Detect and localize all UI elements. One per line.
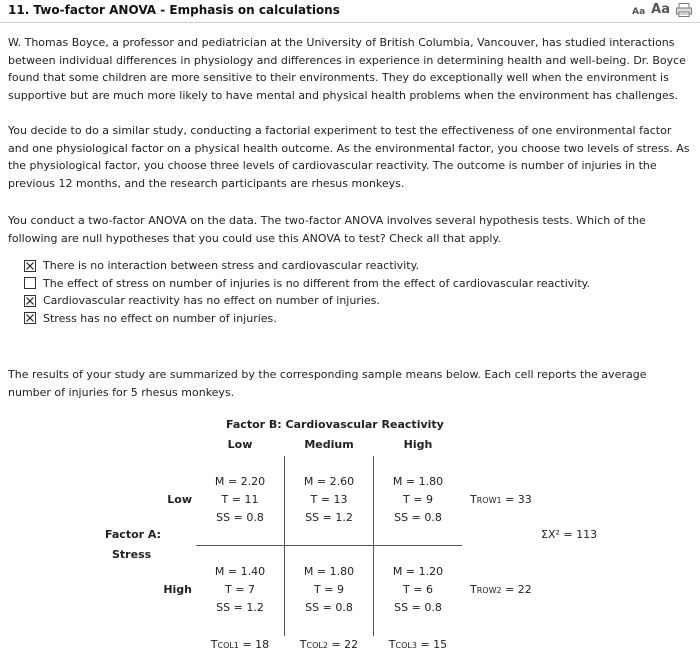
total-value: = 18: [238, 638, 270, 651]
cell-mean: M = 1.40: [214, 565, 266, 578]
col-header-medium: Medium: [304, 438, 354, 451]
cell-ss: SS = 0.8: [394, 601, 442, 614]
factor-a-label: Factor A:: [105, 528, 161, 541]
factor-b-title: Factor B: Cardiovascular Reactivity: [226, 418, 444, 431]
factor-a-name: Stress: [112, 548, 152, 561]
cell-ss: SS = 0.8: [216, 511, 264, 524]
total-symbol: T: [470, 583, 477, 596]
total-symbol: T: [210, 638, 218, 651]
total-value: = 15: [416, 638, 448, 651]
cell-ss: SS = 1.2: [305, 511, 353, 524]
total-symbol: T: [388, 638, 396, 651]
total-subscript: COL3: [395, 641, 417, 650]
total-subscript: ROW1: [476, 496, 502, 505]
cell-total: T = 7: [225, 583, 255, 596]
sum-x-squared: ΣX² = 113: [541, 528, 598, 541]
intro-paragraph-2: You decide to do a similar study, conducting a factorial experiment to test the effectiveness of one environmental factor and one physiological factor on a physical health outcome. As the environmental factor, you choose two levels of stress. As the physiological factor, you choose three levels of cardiovascular reactivity. The outcome is number of injuries in the previous 12 months, and the research participants are rhesus monkeys.: [8, 124, 690, 190]
intro-paragraph-1: W. Thomas Boyce, a professor and pediatrician at the University of British Columbia, Vancouver, has studied interactions between individual differences in physiology and differences in experience in determining health and well-being. Dr. Boyce found that some children are more sensitive to their environments. They do exceptionally well when the environment is supportive but are much more likely to have mental and physical health problems when the environment has challenges.: [8, 36, 686, 102]
total-symbol: T: [470, 493, 477, 506]
cell-total: T = 9: [314, 583, 344, 596]
total-value: = 22: [327, 638, 359, 651]
row-total-2: [470, 583, 532, 596]
col-total-3: [374, 638, 462, 651]
col-header-low: Low: [227, 438, 253, 451]
option-1-label: There is no interaction between stress and cardiovascular reactivity.: [43, 259, 420, 273]
cell-mean: M = 1.20: [392, 565, 444, 578]
col-total-1: [196, 638, 284, 651]
cell-total: T = 13: [310, 493, 348, 506]
cell-mean: M = 1.80: [392, 475, 444, 488]
cell-mean: M = 1.80: [303, 565, 355, 578]
row-header-high: High: [163, 583, 192, 596]
results-paragraph: The results of your study are summarized by the corresponding sample means below. Each cell reports the average number of injuries for 5 rhesus monkeys.: [8, 368, 647, 399]
question-prompt: You conduct a two-factor ANOVA on the data. The two-factor ANOVA involves several hypothesis tests. Which of the following are null hypotheses that you could use this ANOVA to test? Check all that apply.: [8, 214, 646, 245]
cell-mean: M = 2.60: [303, 475, 355, 488]
option-3-label: Cardiovascular reactivity has no effect on number of injuries.: [43, 294, 380, 308]
total-subscript: COL2: [306, 641, 328, 650]
cell-total: T = 9: [403, 493, 433, 506]
col-total-2: [285, 638, 373, 651]
option-4-label: Stress has no effect on number of injuries.: [43, 311, 277, 325]
grid-line: [196, 545, 462, 546]
question-title: 11. Two-factor ANOVA - Emphasis on calculations: [8, 3, 340, 17]
cell-ss: SS = 0.8: [394, 511, 442, 524]
col-header-high: High: [403, 438, 433, 451]
font-size-large-button[interactable]: Aa: [651, 2, 670, 17]
cell-mean: M = 2.20: [214, 475, 266, 488]
total-subscript: ROW2: [476, 586, 502, 595]
cell-high-high: [374, 563, 462, 617]
row-header-low: Low: [167, 493, 192, 506]
row-total-1: [470, 493, 532, 506]
cell-low-medium: [285, 473, 373, 527]
total-value: = 33: [501, 493, 532, 506]
cell-total: T = 11: [221, 493, 259, 506]
option-2-label: The effect of stress on number of injuries is no different from the effect of cardiovascular reactivity.: [43, 276, 591, 290]
cell-ss: SS = 0.8: [305, 601, 353, 614]
cell-low-high: [374, 473, 462, 527]
total-symbol: T: [299, 638, 307, 651]
font-size-small-button[interactable]: Aa: [632, 7, 646, 17]
cell-high-medium: [285, 563, 373, 617]
cell-low-low: [196, 473, 284, 527]
total-subscript: COL1: [217, 641, 239, 650]
cell-total: T = 6: [403, 583, 433, 596]
cell-ss: SS = 1.2: [216, 601, 264, 614]
cell-high-low: [196, 563, 284, 617]
total-value: = 22: [501, 583, 532, 596]
